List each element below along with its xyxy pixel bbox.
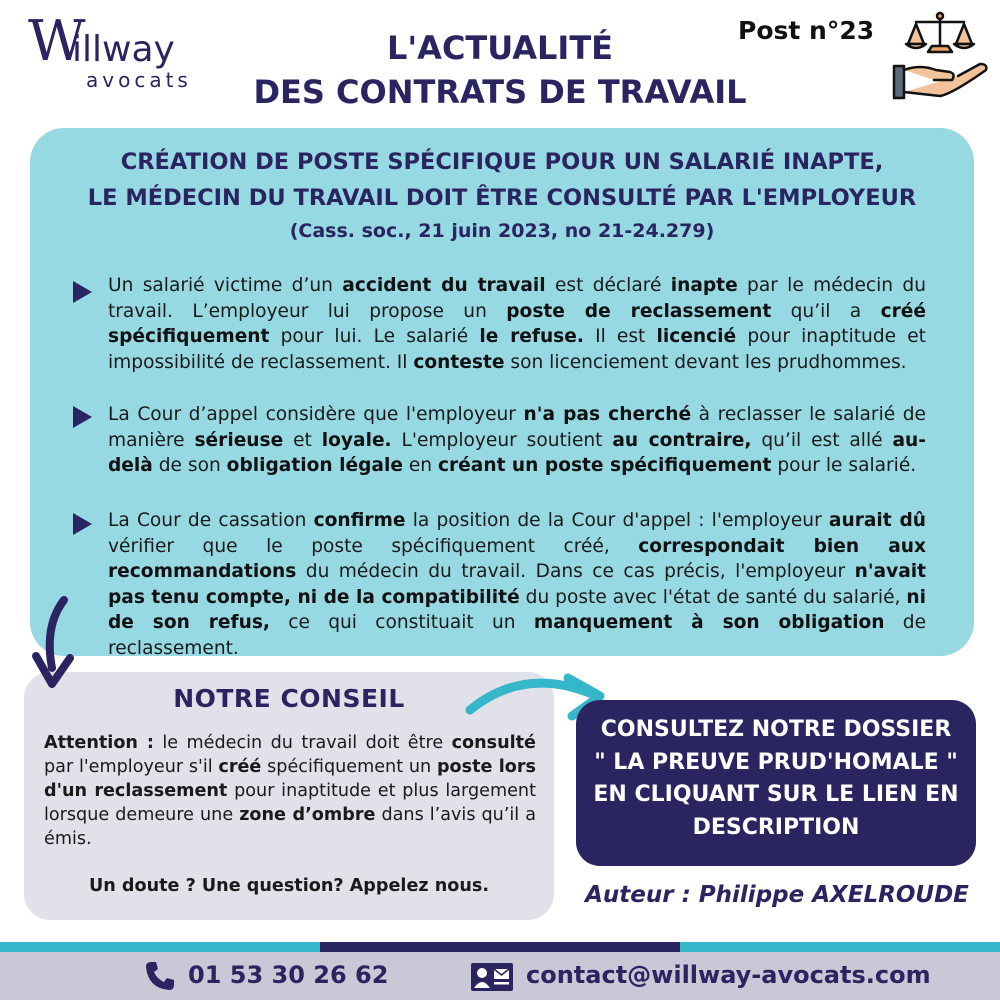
dossier-line: CONSULTEZ NOTRE DOSSIER bbox=[600, 717, 952, 742]
bullet-triangle-icon bbox=[73, 281, 92, 303]
text-run: de son bbox=[152, 455, 227, 476]
advice-title: NOTRE CONSEIL bbox=[173, 684, 405, 713]
phone-number[interactable]: 01 53 30 26 62 bbox=[188, 961, 389, 989]
phone-icon bbox=[144, 960, 176, 992]
text-run: par l'employeur s'il bbox=[44, 757, 219, 777]
text-run: pour inaptitude et plus largement lorsque demeure une bbox=[44, 781, 536, 825]
main-title-line2: LE MÉDECIN DU TRAVAIL DOIT ÊTRE CONSULTÉ PAR L'EMPLOYEUR bbox=[87, 185, 917, 211]
bold-text-run: Attention : bbox=[44, 733, 154, 753]
bold-text-run: poste de reclassement bbox=[506, 300, 772, 322]
bold-text-run: conteste bbox=[413, 351, 505, 373]
contact-card-icon bbox=[470, 962, 514, 992]
bold-text-run: confirme bbox=[313, 510, 406, 531]
bold-text-run: poste lors d'un reclassement bbox=[44, 757, 536, 801]
text-run: le médecin du travail doit être bbox=[153, 733, 452, 753]
bold-text-run: créant un poste spécifiquement bbox=[437, 455, 772, 476]
bold-text-run: au-delà bbox=[108, 429, 926, 476]
text-run: du poste avec l'état de santé du salarié, bbox=[519, 586, 907, 608]
bullet-triangle-icon bbox=[73, 513, 92, 535]
text-run: spécifiquement un bbox=[261, 757, 437, 777]
logo-avocats: avocats bbox=[86, 68, 192, 92]
bold-text-run: correspondait bien aux recommandations bbox=[108, 535, 926, 582]
text-run: vérifier que le poste spécifiquement créé, bbox=[108, 535, 639, 557]
dossier-line: DESCRIPTION bbox=[692, 814, 860, 840]
text-run: son licenciement devant les prudhommes. bbox=[504, 351, 907, 373]
text-run: pour le salarié. bbox=[771, 455, 917, 476]
page-title-line2: DES CONTRATS DE TRAVAIL bbox=[253, 73, 747, 111]
bold-text-run: au contraire, bbox=[612, 429, 752, 451]
text-run: La Cour d’appel considère que l'employeur bbox=[108, 404, 524, 425]
bold-text-run: ni de son refus, bbox=[108, 586, 927, 633]
bold-text-run: zone d’ombre bbox=[239, 805, 376, 825]
text-run: pour lui. Le salarié bbox=[269, 326, 480, 347]
main-title-line1: CRÉATION DE POSTE SPÉCIFIQUE POUR UN SALARIÉ INAPTE, bbox=[120, 149, 884, 175]
footer-stripe-middle bbox=[320, 942, 680, 952]
logo-illway: illway bbox=[72, 29, 175, 70]
advice-text bbox=[44, 731, 536, 851]
bullet-paragraph bbox=[108, 508, 926, 661]
text-run: la position de la Cour d'appel : l'employeur bbox=[405, 510, 829, 531]
dossier-link-text[interactable] bbox=[580, 714, 972, 844]
text-run: Un salarié victime d’un bbox=[108, 275, 343, 296]
text-run: et bbox=[283, 429, 322, 451]
bold-text-run: créé bbox=[218, 757, 262, 777]
text-run: ce qui constituait un bbox=[269, 612, 534, 633]
willway-logo bbox=[28, 9, 208, 92]
bold-text-run: obligation légale bbox=[226, 455, 403, 476]
bullet-paragraph bbox=[108, 402, 926, 479]
curved-arrow-down-icon bbox=[30, 596, 80, 692]
text-run: qu’il est allé bbox=[751, 429, 893, 451]
text-run: de reclassement. bbox=[108, 612, 927, 659]
author-credit: Auteur : Philippe AXELROUDE bbox=[585, 882, 969, 908]
bold-text-run: licencié bbox=[656, 326, 737, 347]
footer-stripe bbox=[0, 942, 1000, 952]
advice-question: Un doute ? Une question? Appelez nous. bbox=[88, 876, 490, 896]
text-run: qu’il a bbox=[771, 300, 881, 322]
bold-text-run: aurait dû bbox=[828, 510, 926, 531]
scales-of-justice-hand-icon bbox=[890, 8, 990, 104]
page-title-line1: L'ACTUALITÉ bbox=[386, 29, 613, 67]
bold-text-run: sérieuse bbox=[194, 429, 284, 451]
logo-w: W bbox=[28, 9, 86, 74]
text-run: du médecin du travail. Dans ce cas précis, l'employeur bbox=[296, 561, 855, 582]
text-run: à reclasser le salarié de manière bbox=[108, 404, 926, 451]
dossier-line: EN CLIQUANT SUR LE LIEN EN bbox=[593, 782, 959, 807]
text-run: en bbox=[402, 455, 438, 476]
page-title bbox=[210, 26, 790, 114]
text-run: Il est bbox=[583, 326, 657, 347]
bold-text-run: n'avait pas tenu compte, ni de la compatibilité bbox=[108, 561, 926, 608]
bullet-paragraph bbox=[108, 273, 926, 375]
bold-text-run: le refuse. bbox=[479, 326, 584, 347]
bold-text-run: n'a pas cherché bbox=[523, 404, 692, 425]
bold-text-run: consulté bbox=[451, 733, 536, 753]
email-address[interactable]: contact@willway-avocats.com bbox=[526, 961, 931, 989]
text-run: La Cour de cassation bbox=[108, 510, 314, 531]
bold-text-run: accident du travail bbox=[342, 275, 546, 296]
bold-text-run: manquement à son obligation bbox=[533, 612, 885, 633]
text-run: est déclaré bbox=[545, 275, 671, 296]
text-run: L'employeur soutient bbox=[391, 429, 613, 451]
post-number-label: Post n°23 bbox=[738, 16, 875, 45]
text-run: pour inaptitude et impossibilité de reclassement. Il bbox=[108, 326, 926, 373]
main-card-title bbox=[30, 144, 974, 216]
bold-text-run: créé spécifiquement bbox=[108, 300, 926, 347]
bold-text-run: inapte bbox=[670, 275, 738, 296]
bold-text-run: loyale. bbox=[321, 429, 392, 451]
dossier-line: " LA PREUVE PRUD'HOMALE " bbox=[594, 749, 958, 775]
bullet-triangle-icon bbox=[73, 406, 92, 428]
case-citation: (Cass. soc., 21 juin 2023, no 21-24.279) bbox=[289, 220, 715, 242]
text-run: dans l’avis qu’il a émis. bbox=[44, 805, 537, 849]
text-run: par le médecin du travail. L’employeur lui propose un bbox=[108, 275, 926, 322]
